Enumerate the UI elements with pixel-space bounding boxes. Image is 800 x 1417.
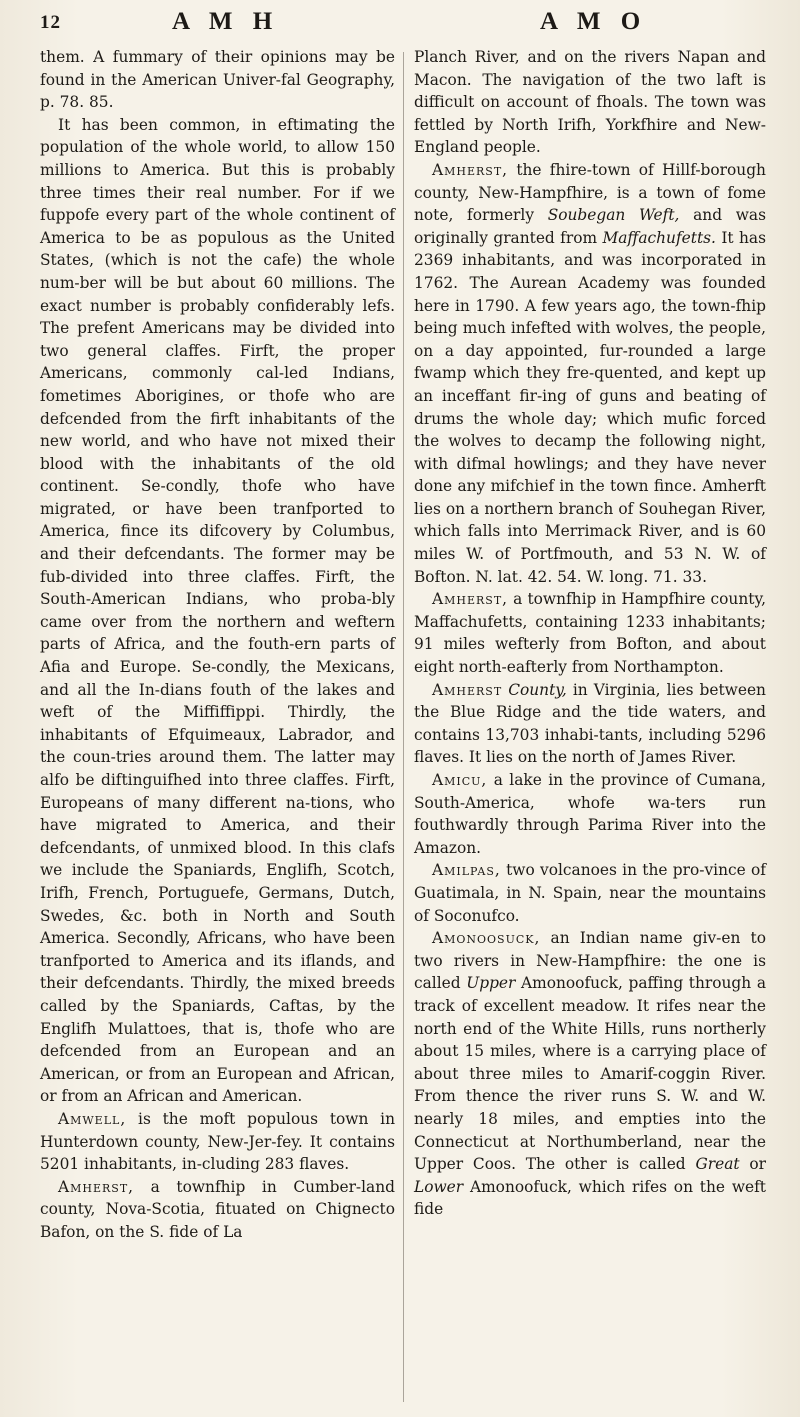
entry-amonoosuck: Amonoosuck, an Indian name giv-en to two rivers in New-Hampfhire: the one is called Upper Amonoofuck, paffing through a track of excellent meadow. It rifes near the north end of the White Hills, runs northerly about 15 miles, where is a carrying place of about three miles to Amarif-coggin River. From thence the river runs S. W. and W. nearly 18 miles, and empties into the Connecticut at Northumberland, near the Upper Coos. The other is called Great or Lower Amonoofuck, which rifes on the weft fide [414, 929, 766, 1219]
left-column [40, 46, 395, 1243]
italic-term: Lower [414, 1177, 464, 1196]
entry-amherst-new-hampshire: Amherst, the fhire-town of Hillf-borough county, New-Hampfhire, is a town of fome note, formerly Soubegan Weft, and was originally granted from Maffachufetts. It has 2369 inhabitants, and was incorporated in 1762. The Aurean Academy was founded here in 1790. A few years ago, the town-fhip being much infefted with wolves, the people, on a day appointed, fur-rounded a large fwamp which they fre-quented, and kept up an inceffant fir-ing of guns and beating of drums the whole day; which mufic forced the wolves to decamp the following night, with difmal howlings; and they have never done any mifchief in the town fince. Amherft lies on a northern branch of Souhegan River, which falls into Merrimack River, and is 60 miles W. of Portfmouth, and 53 N. W. of Bofton. N. lat. 42. 54. W. long. 71. 33. [414, 160, 766, 586]
entry-amwell [40, 1108, 395, 1176]
headword-amicu: Amicu, [432, 771, 488, 789]
headword-amherst: Amherst [432, 680, 503, 699]
headword-amherst: Amherst, [432, 160, 509, 179]
entry-amherst-county: Amherst County, in Virginia, lies between the Blue Ridge and the tide waters, and contains 13,703 inhabi-tants, including 5296 flaves. It lies on the north of James River. [414, 680, 766, 767]
guide-word-left: A M H [172, 8, 280, 35]
italic-place-name: Maffachufetts. [602, 228, 716, 247]
entry-amicu: Amicu, a lake in the province of Cumana, South-America, whofe wa-ters run fouthwardly through Parima River into the Amazon. [414, 771, 766, 857]
right-column [414, 46, 766, 1221]
headword-amilpas: Amilpas, [432, 861, 501, 880]
column-divider [403, 52, 404, 1402]
italic-place-name: Soubegan Weft, [547, 206, 680, 225]
running-head [40, 6, 772, 46]
page-number: 12 [40, 12, 61, 33]
entry-body: a townfhip in Cumber-land county, Nova-Scotia, fituated on Chignecto Bafon, on the S. fide of La [40, 1177, 395, 1241]
italic-term: Great [695, 1155, 740, 1174]
entry-amherst-nova-scotia [40, 1176, 395, 1244]
italic-county: County, [508, 680, 567, 699]
entry-amilpas: Amilpas, two volcanoes in the pro-vince of Guatimala, in N. Spain, near the mountains of Soconufco. [414, 861, 766, 925]
entry-body: is the moft populous town in Hunterdown county, New-Jer-fey. It contains 5201 inhabitants, in-cluding 283 flaves. [40, 1109, 395, 1174]
italic-term: Upper [466, 974, 516, 993]
guide-word-right: A M O [540, 8, 648, 35]
entry-amherst-massachusetts: Amherst, a townfhip in Hampfhire county, Maffachufetts, containing 1233 inhabitants; 91 miles wefterly from Bofton, and about eight north-eafterly from Northampton. [414, 590, 766, 677]
paragraph-continued: them. A fummary of their opinions may be found in the American Univer-fal Geography, p. 78. 85. [40, 48, 395, 112]
paragraph-population: It has been common, in eftimating the population of the whole world, to allow 150 millions to America. But this is probably three times their real number. For if we fuppofe every part of the whole continent of America to be as populous as the United States, (which is not the cafe) the whole num-ber will be but about 60 millions. The exact number is probably confiderably lefs. The prefent Americans may be divided into two general claffes. Firft, the proper Americans, commonly cal-led Indians, fometimes Aborigines, or thofe who are defcended from the firft inhabitants of the new world, and who have not mixed their blood with the inhabitants of the old continent. Se-condly, thofe who have migrated, or have been tranfported to America, fince its difcovery by Columbus, and their defcendants. The former may be fub-divided into three claffes. Firft, the South-American Indians, who proba-bly came over from the northern and weftern parts of Africa, and the fouth-ern parts of Afia and Europe. Se-condly, the Mexicans, and all the In-dians fouth of the lakes and weft of the Miffiffippi. Thirdly, the inhabitants of Efquimeaux, Labrador, and the coun-tries around them. The latter may alfo be diftinguifhed into three claffes. Firft, Europeans of many different na-tions, who have migrated to America, and their defcendants, of unmixed blood. In this clafs we include the Spaniards, Englifh, Scotch, Irifh, French, Portuguefe, Germans, Dutch, Swedes, &c. both in North and South America. Secondly, Africans, who have been tranfported to America and its iflands, and their defcendants. Thirdly, the mixed breeds called by the Spaniards, Caftas, by the Englifh Mulattoes, that is, thofe who are defcended from an European and an American, or from an European and African, or from an African and American. [40, 115, 395, 1106]
headword-amwell: Amwell, [58, 1109, 127, 1128]
headword-amherst: Amherst, [432, 590, 509, 609]
headword-amonoosuck: Amonoosuck, [432, 929, 541, 948]
headword-amherst: Amherst, [58, 1177, 135, 1196]
paragraph-continued: Planch River, and on the rivers Napan and Macon. The navigation of the two laft is difficult on account of fhoals. The town was fettled by North Irifh, Yorkfhire and New-England people. [414, 48, 766, 157]
